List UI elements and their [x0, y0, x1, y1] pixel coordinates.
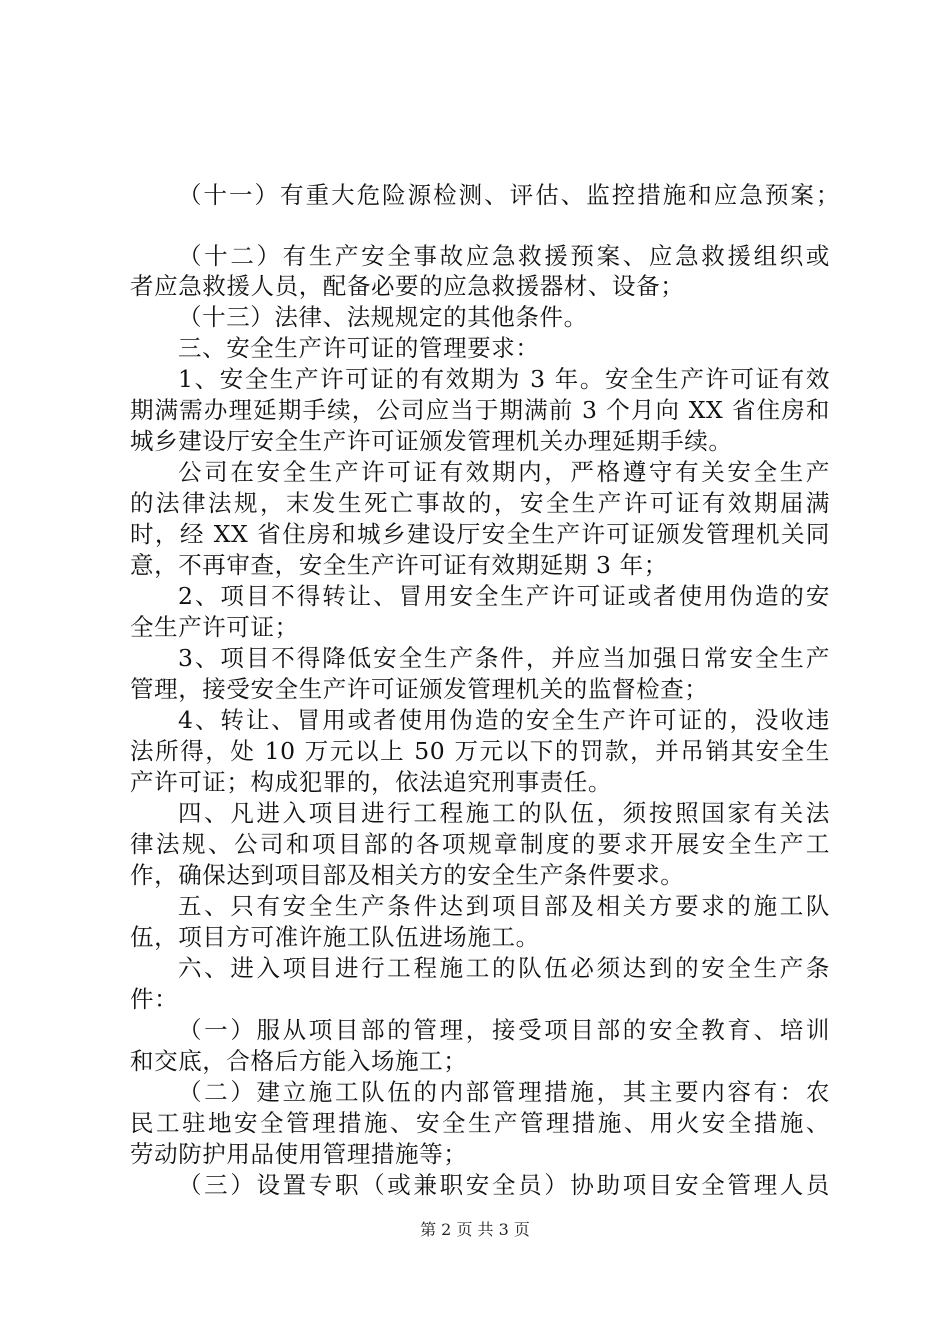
- text-line: 法所得，处 10 万元以上 50 万元以下的罚款，并吊销其安全生: [130, 737, 830, 765]
- text-line: 作，确保达到项目部及相关方的安全生产条件要求。: [130, 861, 685, 889]
- text-line: （十一）有重大危险源检测、评估、监控措施和应急预案；: [178, 181, 840, 209]
- text-line: 城乡建设厅安全生产许可证颁发管理机关办理延期手续。: [130, 427, 733, 455]
- text-line: 2、项目不得转让、冒用安全生产许可证或者使用伪造的安: [178, 582, 830, 610]
- text-line: 产许可证；构成犯罪的，依法追究刑事责任。: [130, 768, 612, 796]
- text-line: （二）建立施工队伍的内部管理措施，其主要内容有：农: [178, 1078, 830, 1106]
- text-line: 时，经 XX 省住房和城乡建设厅安全生产许可证颁发管理机关同: [130, 520, 830, 548]
- text-line: 民工驻地安全管理措施、安全生产管理措施、用火安全措施、: [130, 1109, 830, 1137]
- text-line: 四、凡进入项目进行工程施工的队伍，须按照国家有关法: [178, 799, 830, 827]
- text-line: 意，不再审查，安全生产许可证有效期延期 3 年；: [130, 551, 668, 579]
- text-line: （十二）有生产安全事故应急救援预案、应急救援组织或: [178, 242, 830, 270]
- text-line: 六、进入项目进行工程施工的队伍必须达到的安全生产条: [178, 954, 830, 982]
- text-line: 3、项目不得降低安全生产条件，并应当加强日常安全生产: [178, 644, 830, 672]
- text-line: （三）设置专职（或兼职安全员）协助项目安全管理人员: [178, 1171, 830, 1199]
- text-line: 三、安全生产许可证的管理要求：: [178, 334, 540, 362]
- text-line: 件：: [130, 985, 179, 1013]
- text-line: 公司在安全生产许可证有效期内，严格遵守有关安全生产: [178, 458, 830, 486]
- text-line: 1、安全生产许可证的有效期为 3 年。安全生产许可证有效: [178, 365, 830, 393]
- text-line: 管理，接受安全生产许可证颁发管理机关的监督检查；: [130, 675, 709, 703]
- text-line: （一）服从项目部的管理，接受项目部的安全教育、培训: [178, 1016, 830, 1044]
- text-line: 4、转让、冒用或者使用伪造的安全生产许可证的，没收违: [178, 706, 830, 734]
- text-line: （十三）法律、法规规定的其他条件。: [178, 303, 588, 331]
- text-line: 和交底，合格后方能入场施工；: [130, 1047, 468, 1075]
- text-line: 伍，项目方可准许施工队伍进场施工。: [130, 923, 540, 951]
- text-line: 全生产许可证；: [130, 613, 299, 641]
- text-line: 律法规、公司和项目部的各项规章制度的要求开展安全生产工: [130, 830, 830, 858]
- text-line: 五、只有安全生产条件达到项目部及相关方要求的施工队: [178, 892, 830, 920]
- page-footer: 第 2 页 共 3 页: [420, 1220, 530, 1239]
- text-line: 期满需办理延期手续，公司应当于期满前 3 个月向 XX 省住房和: [130, 396, 830, 424]
- text-line: 劳动防护用品使用管理措施等；: [130, 1140, 468, 1168]
- text-line: 的法律法规，末发生死亡事故的，安全生产许可证有效期届满: [130, 489, 830, 517]
- text-line: 者应急救援人员，配备必要的应急救援器材、设备；: [130, 272, 685, 300]
